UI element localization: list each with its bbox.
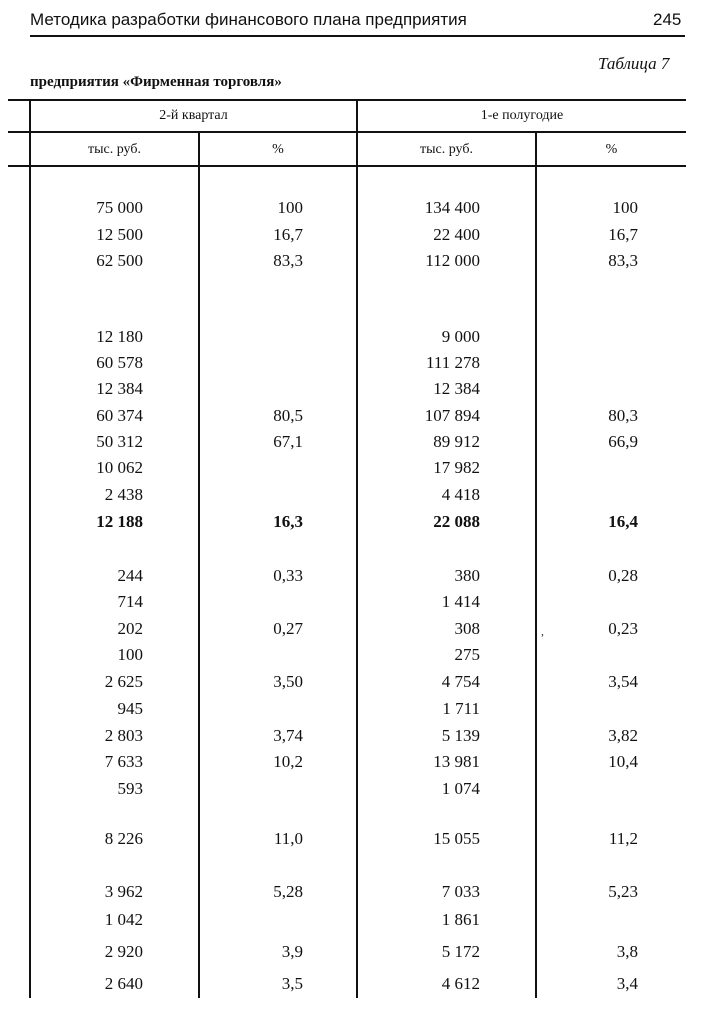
cell-quarter-pct: 0,27 xyxy=(273,619,303,638)
cell-quarter-rub: 244 xyxy=(117,566,143,585)
cell-quarter-rub: 8 226 xyxy=(104,829,143,848)
cell-halfyear-rub: 1 414 xyxy=(441,592,480,611)
cell-halfyear-pct: 0,28 xyxy=(608,566,638,585)
cell-quarter-rub: 100 xyxy=(117,645,143,664)
cell-halfyear-rub: 12 384 xyxy=(433,379,480,398)
cell-halfyear-rub: 107 894 xyxy=(424,406,480,425)
cell-halfyear-pct: 10,4 xyxy=(608,752,638,771)
cell-halfyear-pct: 80,3 xyxy=(608,406,638,425)
cell-quarter-rub: 2 803 xyxy=(104,726,143,745)
subheader-halfyear-rub: тыс. руб. xyxy=(420,142,473,157)
cell-quarter-pct: 3,9 xyxy=(281,942,303,961)
group-header-quarter: 2-й квартал xyxy=(159,108,228,123)
cell-quarter-rub: 12 180 xyxy=(96,327,143,346)
cell-quarter-rub: 75 000 xyxy=(96,198,143,217)
table-caption: Таблица 7 xyxy=(598,54,670,73)
cell-halfyear-rub: 5 139 xyxy=(441,726,480,745)
print-speck: , xyxy=(541,624,544,638)
group-header-rule xyxy=(8,131,686,133)
cell-quarter-rub: 1 042 xyxy=(104,910,143,929)
cell-halfyear-rub: 7 033 xyxy=(441,882,480,901)
column-divider xyxy=(198,132,200,998)
cell-halfyear-pct: 16,7 xyxy=(608,225,638,244)
cell-halfyear-rub: 13 981 xyxy=(433,752,480,771)
cell-quarter-pct: 3,5 xyxy=(281,974,303,993)
cell-halfyear-rub: 1 711 xyxy=(442,699,480,718)
cell-halfyear-rub: 9 000 xyxy=(441,327,480,346)
cell-halfyear-rub: 89 912 xyxy=(433,432,480,451)
cell-quarter-rub: 593 xyxy=(117,779,143,798)
cell-quarter-rub: 12 384 xyxy=(96,379,143,398)
cell-halfyear-rub: 15 055 xyxy=(433,829,480,848)
cell-halfyear-rub: 112 000 xyxy=(425,251,480,270)
cell-quarter-pct: 11,0 xyxy=(273,829,303,848)
cell-quarter-rub: 12 188 xyxy=(96,512,143,531)
cell-quarter-pct: 83,3 xyxy=(273,251,303,270)
table-top-rule xyxy=(8,99,686,101)
column-divider xyxy=(356,100,358,998)
running-header-title: Методика разработки финансового плана предприятия xyxy=(30,10,467,29)
cell-quarter-rub: 12 500 xyxy=(96,225,143,244)
cell-halfyear-rub: 308 xyxy=(454,619,480,638)
cell-quarter-rub: 3 962 xyxy=(104,882,143,901)
cell-quarter-pct: 3,50 xyxy=(273,672,303,691)
cell-halfyear-rub: 4 418 xyxy=(441,485,480,504)
cell-quarter-rub: 945 xyxy=(117,699,143,718)
subheader-quarter-pct: % xyxy=(272,142,284,157)
column-divider xyxy=(29,100,31,998)
column-divider xyxy=(535,132,537,998)
cell-halfyear-rub: 1 861 xyxy=(441,910,480,929)
subheader-rule xyxy=(8,165,686,167)
cell-quarter-rub: 62 500 xyxy=(96,251,143,270)
cell-halfyear-rub: 5 172 xyxy=(441,942,480,961)
header-rule xyxy=(30,35,685,37)
cell-quarter-pct: 67,1 xyxy=(273,432,303,451)
cell-halfyear-pct: 16,4 xyxy=(608,512,638,531)
cell-halfyear-rub: 275 xyxy=(454,645,480,664)
cell-halfyear-rub: 4 754 xyxy=(441,672,480,691)
cell-quarter-rub: 2 640 xyxy=(104,974,143,993)
cell-quarter-pct: 100 xyxy=(277,198,303,217)
cell-quarter-rub: 50 312 xyxy=(96,432,143,451)
cell-halfyear-rub: 22 088 xyxy=(433,512,480,531)
cell-halfyear-pct: 100 xyxy=(612,198,638,217)
subheader-quarter-rub: тыс. руб. xyxy=(88,142,141,157)
cell-halfyear-pct: 83,3 xyxy=(608,251,638,270)
cell-halfyear-rub: 17 982 xyxy=(433,458,480,477)
cell-halfyear-rub: 134 400 xyxy=(424,198,480,217)
cell-quarter-pct: 80,5 xyxy=(273,406,303,425)
cell-quarter-pct: 16,7 xyxy=(273,225,303,244)
cell-halfyear-pct: 3,4 xyxy=(616,974,638,993)
cell-quarter-pct: 3,74 xyxy=(273,726,303,745)
cell-halfyear-rub: 22 400 xyxy=(433,225,480,244)
cell-halfyear-rub: 380 xyxy=(454,566,480,585)
cell-halfyear-pct: 3,8 xyxy=(616,942,638,961)
subheader-halfyear-pct: % xyxy=(605,142,618,157)
cell-quarter-rub: 60 374 xyxy=(96,406,143,425)
cell-quarter-rub: 2 438 xyxy=(104,485,143,504)
cell-halfyear-rub: 111 278 xyxy=(426,353,480,372)
cell-quarter-rub: 2 625 xyxy=(104,672,143,691)
cell-halfyear-pct: 3,82 xyxy=(608,726,638,745)
group-header-halfyear: 1-е полугодие xyxy=(480,108,564,123)
cell-halfyear-pct: 5,23 xyxy=(608,882,638,901)
cell-halfyear-rub: 1 074 xyxy=(441,779,480,798)
cell-quarter-pct: 16,3 xyxy=(273,512,303,531)
cell-quarter-pct: 10,2 xyxy=(273,752,303,771)
cell-quarter-rub: 2 920 xyxy=(104,942,143,961)
cell-quarter-rub: 7 633 xyxy=(104,752,143,771)
cell-quarter-pct: 0,33 xyxy=(273,566,303,585)
cell-halfyear-pct: 0,23 xyxy=(608,619,638,638)
cell-halfyear-rub: 4 612 xyxy=(441,974,480,993)
cell-quarter-rub: 714 xyxy=(117,592,143,611)
cell-quarter-rub: 202 xyxy=(117,619,143,638)
table-subtitle: предприятия «Фирменная торговля» xyxy=(30,74,282,90)
cell-quarter-rub: 60 578 xyxy=(96,353,143,372)
cell-halfyear-pct: 11,2 xyxy=(608,829,638,848)
cell-quarter-pct: 5,28 xyxy=(273,882,303,901)
cell-quarter-rub: 10 062 xyxy=(96,458,143,477)
cell-halfyear-pct: 3,54 xyxy=(608,672,638,691)
page-number: 245 xyxy=(653,10,682,29)
cell-halfyear-pct: 66,9 xyxy=(608,432,638,451)
